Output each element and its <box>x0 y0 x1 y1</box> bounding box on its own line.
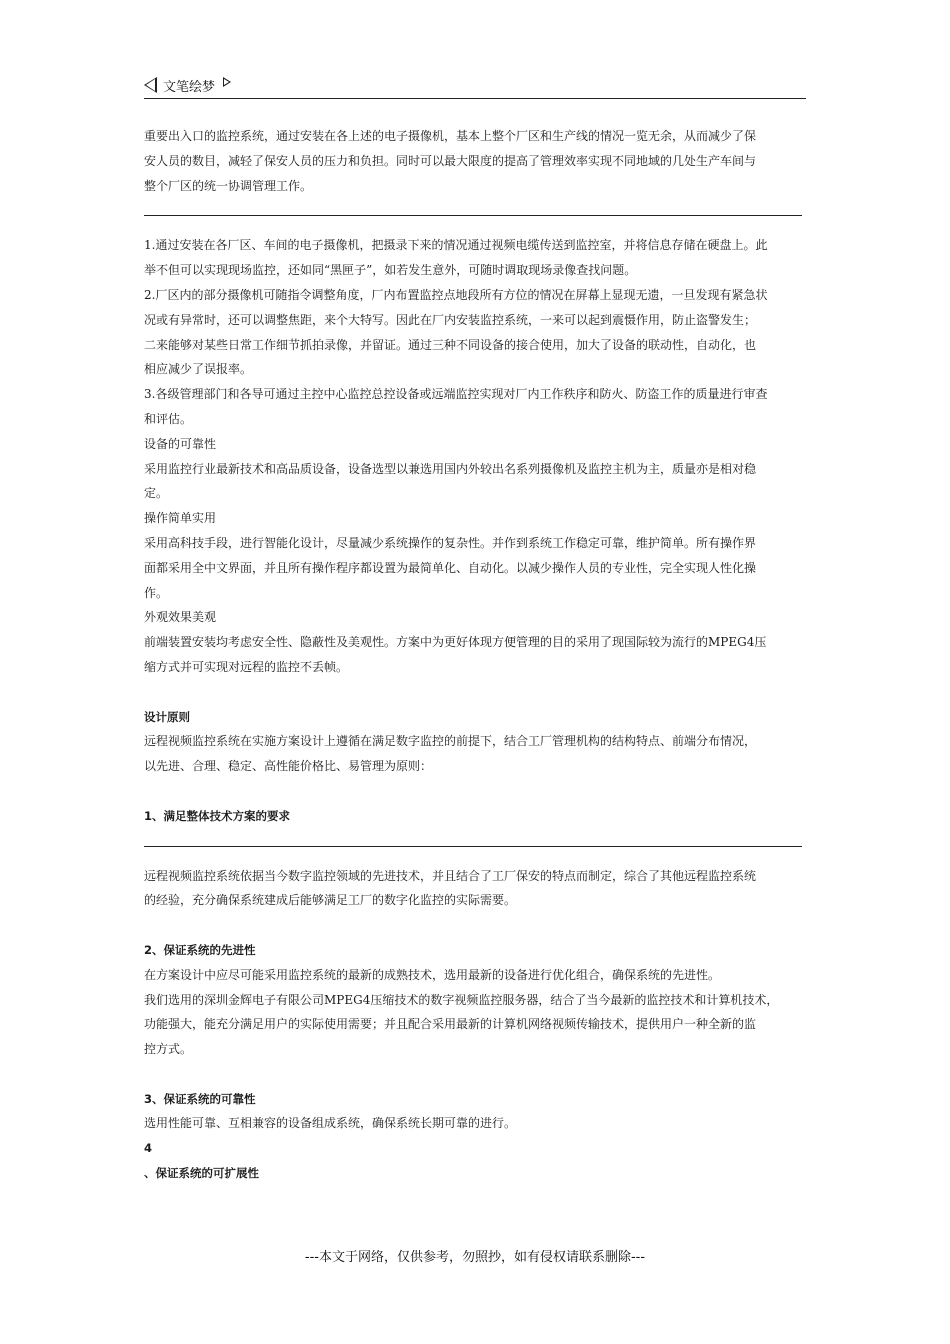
subheading: 外观效果美观 <box>144 610 217 625</box>
footer-disclaimer: ---本文于网络，仅供参考，勿照抄，如有侵权请联系删除--- <box>304 1250 646 1265</box>
header-title: 文笔绘梦 <box>163 79 216 95</box>
body-line: 采用监控行业最新技术和高品质设备，设备选型以兼选用国内外较出名系列摄像机及监控主机为主，质量亦是相对稳 <box>144 461 757 476</box>
body-line: 以先进、合理、稳定、高性能价格比、易管理为原则： <box>144 759 433 774</box>
body-line: 况或有异常时，还可以调整焦距，来个大特写。因此在厂内安装监控系统，一来可以起到震慑作用，防止盗警发生； <box>144 312 757 327</box>
body-line: 采用高科技手段，进行智能化设计，尽量减少系统操作的复杂性。并作到系统工作稳定可靠，维护简单。所有操作界 <box>144 535 757 550</box>
section-design-principles <box>144 705 812 779</box>
body-line: 安人员的数目，减轻了保安人员的压力和负担。同时可以最大限度的提高了管理效率实现不同地域的几处生产车间与 <box>144 153 757 168</box>
body-line: 1.通过安装在各厂区、车间的电子摄像机，把摄录下来的情况通过视频电缆传送到监控室，并将信息存储在硬盘上。此 <box>144 238 768 253</box>
section-requirement-1-body <box>144 864 812 914</box>
spacer <box>144 779 812 804</box>
body-line: 远程视频监控系统依据当今数字监控领域的先进技术，并且结合了工厂保安的特点而制定，综合了其他远程监控系统 <box>144 868 757 883</box>
body-line: 举不但可以实现现场监控，还如同“黑匣子”，如若发生意外，可随时调取现场录像查找问题。 <box>144 263 637 278</box>
section-heading: 3、保证系统的可靠性 <box>144 1091 256 1106</box>
body-line: 3.各级管理部门和各导可通过主控中心监控总控设备或远端监控实现对厂内工作秩序和防火、防盗工作的质量进行审查 <box>144 387 768 402</box>
body-line: 在方案设计中应尽可能采用监控系统的最新的成熟技术，选用最新的设备进行优化组合，确保系统的先进性。 <box>144 967 721 982</box>
triangle-left-icon <box>144 77 157 93</box>
section-requirement-4 <box>144 1136 812 1186</box>
body-line: 面都采用全中文界面，并且所有操作程序都设置为最简单化、自动化。以减少操作人员的专业性，完全实现人性化操 <box>144 560 757 575</box>
divider <box>144 215 802 216</box>
body-line: 整个厂区的统一协调管理工作。 <box>144 178 313 193</box>
section-heading: 1、满足整体技术方案的要求 <box>144 808 291 823</box>
body-line: 功能强大，能充分满足用户的实际使用需要；并且配合采用最新的计算机网络视频传输技术，提供用户一种全新的监 <box>144 1017 757 1032</box>
body-line: 二来能够对某些日常工作细节抓拍录像，并留证。通过三种不同设备的接合使用，加大了设备的联动性，自动化，也 <box>144 337 757 352</box>
body-line: 选用性能可靠、互相兼容的设备组成系统，确保系统长期可靠的进行。 <box>144 1116 517 1131</box>
section-number: 4 <box>144 1141 153 1156</box>
body-line: 控方式。 <box>144 1042 193 1057</box>
body-line: 相应减少了误报率。 <box>144 362 253 377</box>
section-requirement-2 <box>144 938 812 1062</box>
section-monitoring <box>144 233 812 679</box>
body-line: 我们选用的深圳金辉电子有限公司MPEG4压缩技术的数字视频监控服务器，结合了当今最新的监控技术和计算机技术， <box>144 992 779 1007</box>
body-line: 重要出入口的监控系统，通过安装在各上述的电子摄像机，基本上整个厂区和生产线的情况一览无余，从而减少了保 <box>144 129 757 143</box>
body-line: 远程视频监控系统在实施方案设计上遵循在满足数字监控的前提下，结合工厂管理机构的结构特点、前端分布情况， <box>144 734 757 749</box>
document-body <box>144 124 812 1186</box>
triangle-right-icon <box>223 77 231 87</box>
body-line: 前端装置安装均考虑安全性、隐蔽性及美观性。方案中为更好体现方便管理的目的采用了现国际较为流行的MPEG4压 <box>144 635 767 650</box>
body-line: 2.厂区内的部分摄像机可随指令调整角度，厂内布置监控点地段所有方位的情况在屏幕上显现无遗，一旦发现有紧急状 <box>144 287 768 302</box>
body-line: 和评估。 <box>144 411 193 426</box>
section-heading: 2、保证系统的先进性 <box>144 942 256 957</box>
intro-paragraph <box>144 124 812 198</box>
section-heading: 、保证系统的可扩展性 <box>144 1166 259 1181</box>
body-line: 定。 <box>144 486 169 501</box>
spacer <box>144 1062 812 1087</box>
section-heading: 设计原则 <box>144 709 190 724</box>
body-line: 作。 <box>144 585 169 600</box>
body-line: 的经验，充分确保系统建成后能够满足工厂的数字化监控的实际需要。 <box>144 893 517 908</box>
spacer <box>144 680 812 705</box>
subheading: 操作简单实用 <box>144 511 217 526</box>
divider <box>144 846 802 847</box>
body-line: 缩方式并可实现对远程的监控不丢帧。 <box>144 659 349 674</box>
section-requirement-3 <box>144 1087 812 1137</box>
subheading: 设备的可靠性 <box>144 436 217 451</box>
spacer <box>144 913 812 938</box>
page-header <box>144 72 806 99</box>
